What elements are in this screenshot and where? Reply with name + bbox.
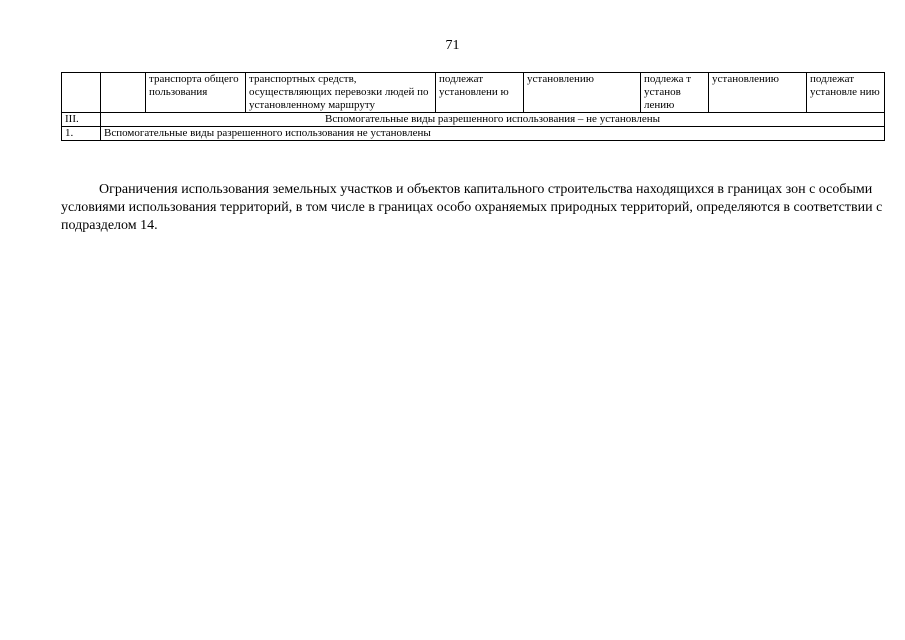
table-row [62,73,885,113]
section-row [62,113,885,127]
table-cell [62,73,101,113]
table-cell: подлежат установлени ю [436,73,524,113]
body-paragraph: Ограничения использования земельных участков и объектов капитального строительства находящихся в границах зон с особыми условиями использования территорий, в том числе в границах особо охраняемых природных территорий, определяются в соответствии с подразделом 14. [61,182,883,233]
section-title: Вспомогательные виды разрешенного использования – не установлены [101,113,885,127]
item-text: Вспомогательные виды разрешенного использования не установлены [101,127,885,141]
table-cell: подлежат установле нию [807,73,885,113]
regulations-table [61,72,885,141]
table-cell [101,73,146,113]
item-number: 1. [62,127,101,141]
section-number: III. [62,113,101,127]
table-cell: подлежа т установ лению [641,73,709,113]
page-number: 71 [445,38,460,53]
item-row [62,127,885,141]
table-cell: установлению [709,73,807,113]
table-cell: установлению [524,73,641,113]
table-cell: транспортных средств, осуществляющих перевозки людей по установленному маршруту [246,73,436,113]
table-cell: транспорта общего пользования [146,73,246,113]
